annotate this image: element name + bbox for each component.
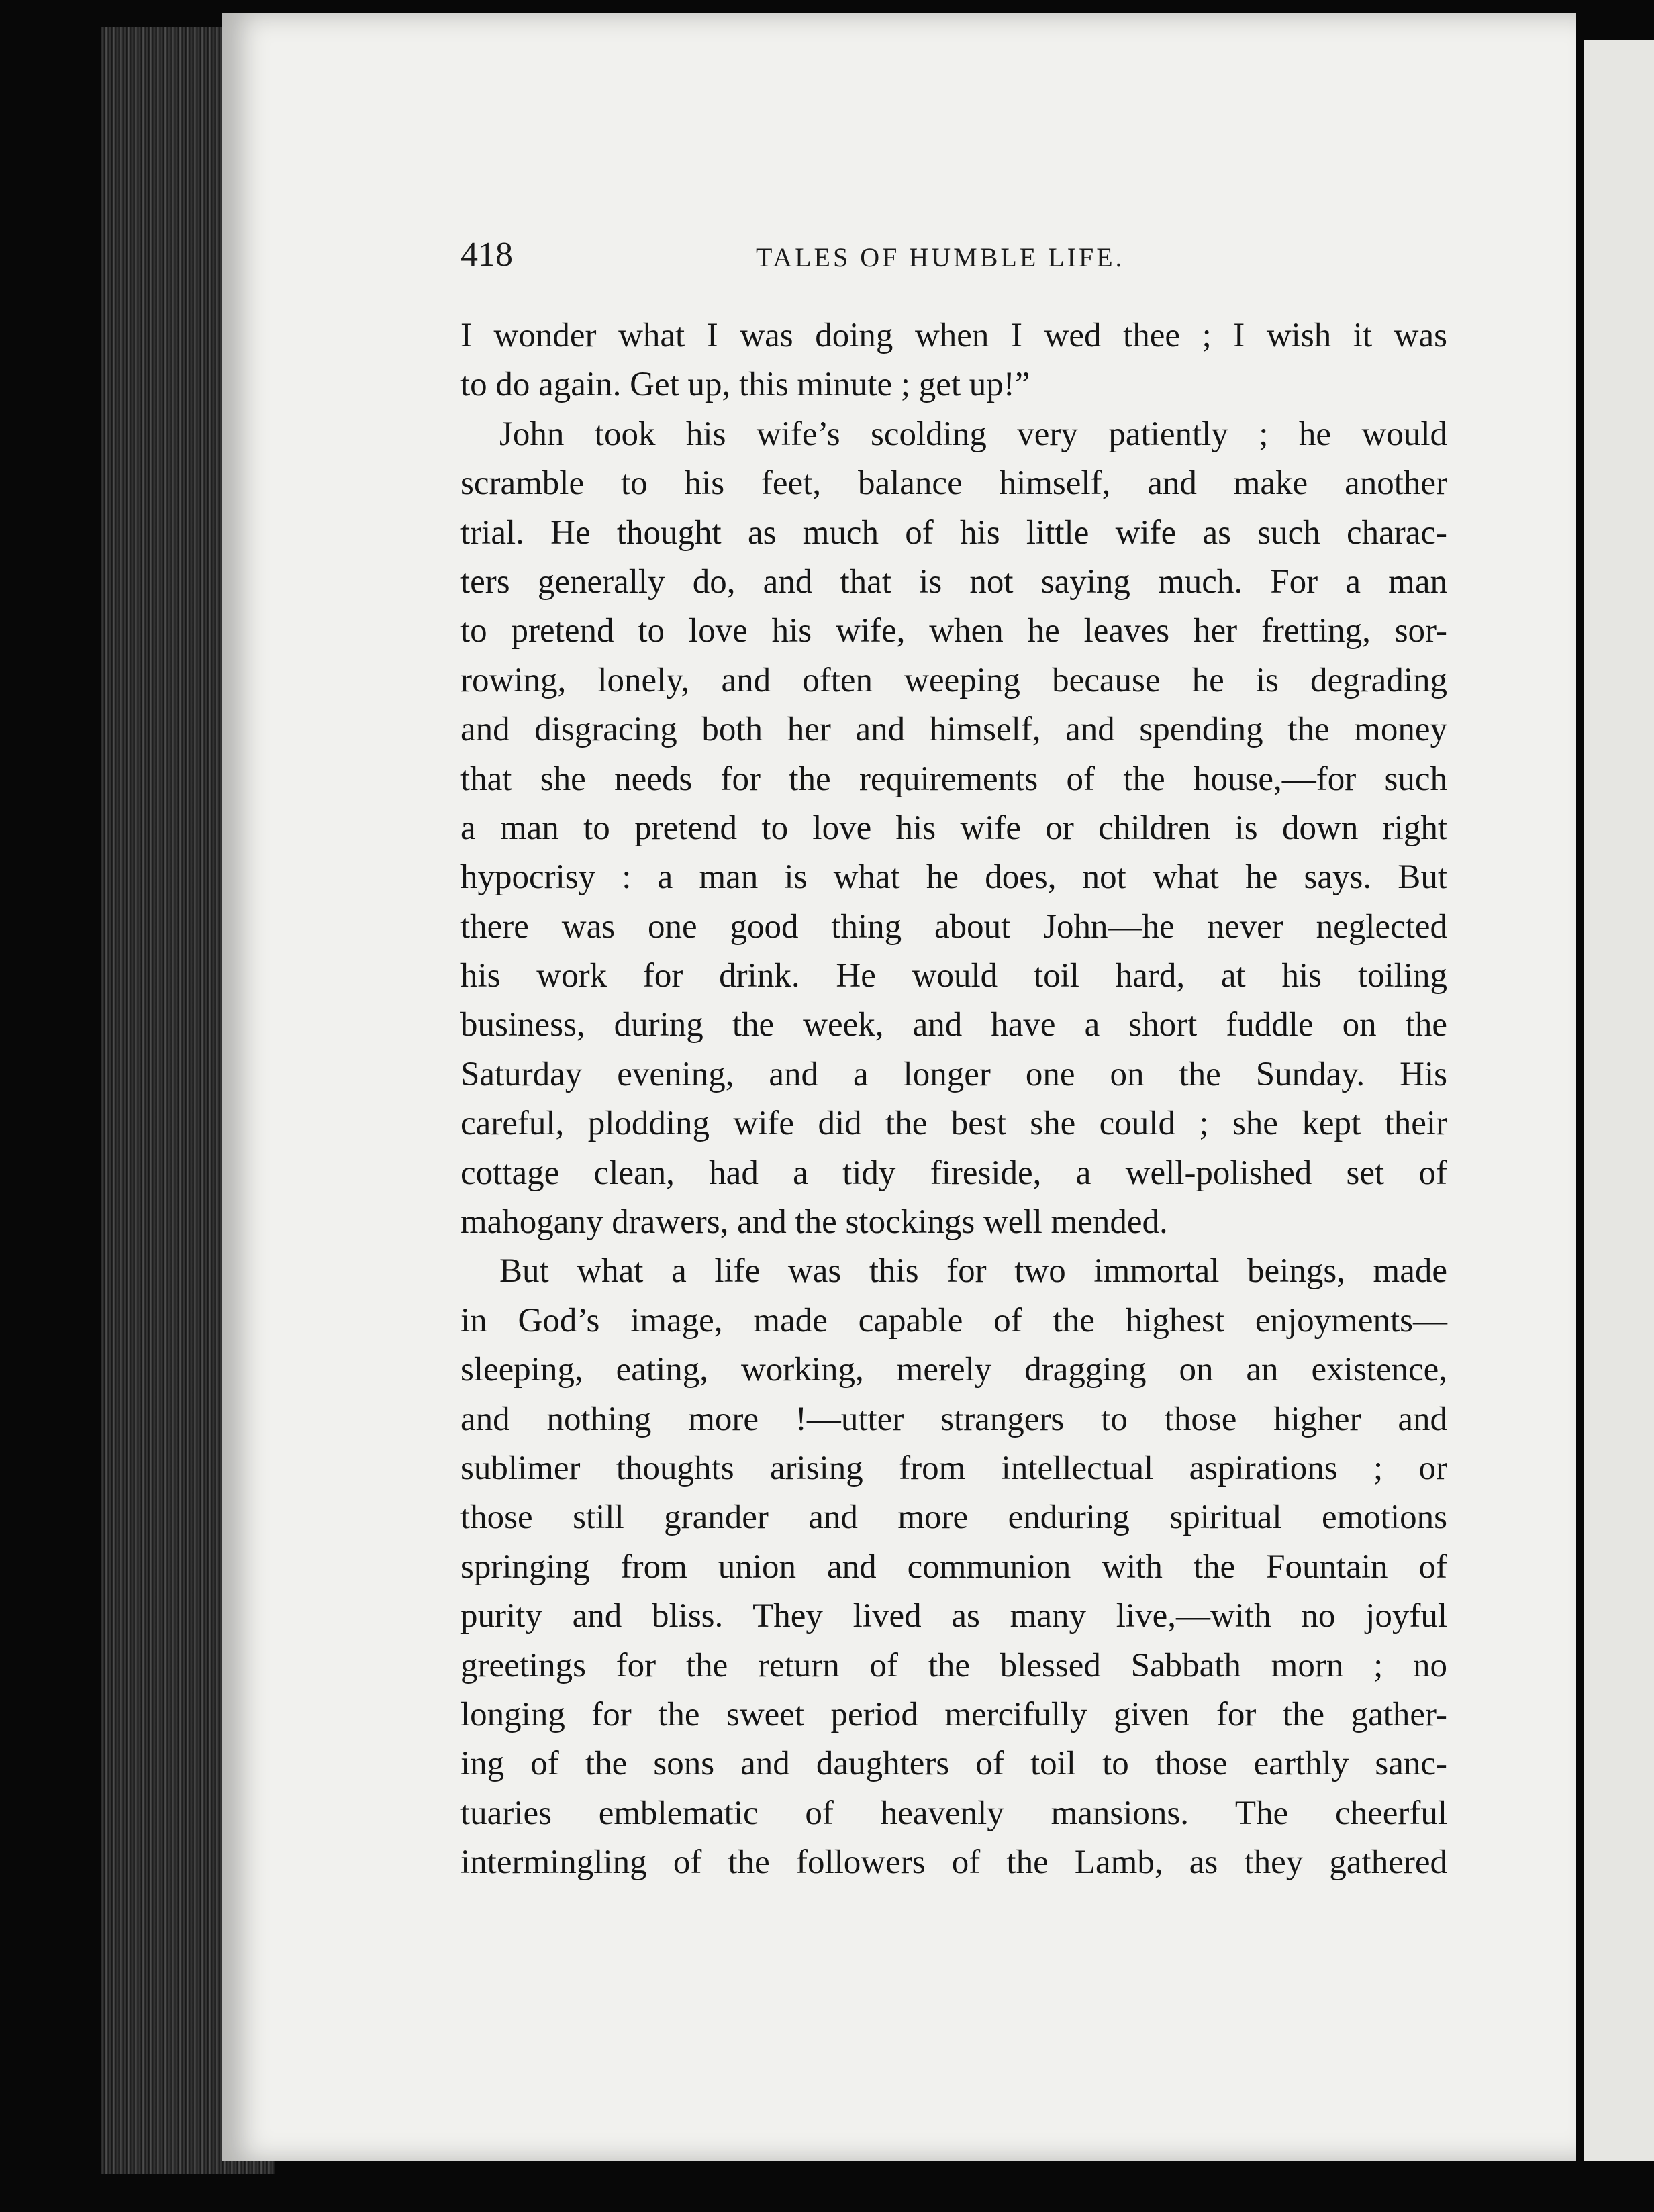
facing-page-edge — [1584, 40, 1654, 2161]
text-line: mahogany drawers, and the stockings well mended. — [460, 1203, 1168, 1242]
text-line: to do again. Get up, this minute ; get up!” — [460, 366, 1030, 404]
text-line: trial. He thought as much of his little wife as such charac- — [460, 513, 1447, 552]
text-line: rowing, lonely, and often weeping because he is degrading — [460, 661, 1447, 699]
text-line: hypocrisy : a man is what he does, not what he says. But — [460, 858, 1447, 897]
text-line: and nothing more !—utter strangers to those higher and — [460, 1400, 1447, 1438]
text-line: intermingling of the followers of the Lamb, as they gathered — [460, 1844, 1447, 1882]
running-head: TALES OF HUMBLE LIFE. — [756, 242, 1125, 272]
text-line: Saturday evening, and a longer one on the Sunday. His — [460, 1055, 1447, 1093]
text-line: But what a life was this for two immortal beings, made — [499, 1252, 1447, 1291]
text-line: and disgracing both her and himself, and spending the money — [460, 711, 1447, 749]
text-line: purity and bliss. They lived as many live,—with no joyful — [460, 1597, 1447, 1636]
text-line: to pretend to love his wife, when he leaves her fretting, sor- — [460, 612, 1447, 650]
text-line: ing of the sons and daughters of toil to those earthly sanc- — [460, 1745, 1447, 1783]
text-line: scramble to his feet, balance himself, and make another — [460, 464, 1447, 503]
text-line: ters generally do, and that is not saying much. For a man — [460, 562, 1447, 601]
text-line: tuaries emblematic of heavenly mansions. The cheerful — [460, 1794, 1447, 1832]
text-line: that she needs for the requirements of the house,—for such — [460, 760, 1447, 798]
text-line: in God’s image, made capable of the highest enjoyments— — [460, 1301, 1447, 1340]
text-line: cottage clean, had a tidy fireside, a well-polished set of — [460, 1154, 1447, 1192]
text-line: greetings for the return of the blessed Sabbath morn ; no — [460, 1646, 1447, 1685]
text-line: I wonder what I was doing when I wed thee ; I wish it was — [460, 317, 1447, 354]
text-line: sublimer thoughts arising from intellectual aspirations ; or — [460, 1449, 1447, 1487]
text-line: a man to pretend to love his wife or children is down right — [460, 809, 1447, 847]
text-line: springing from union and communion with the Fountain of — [460, 1548, 1447, 1586]
text-line: careful, plodding wife did the best she could ; she kept their — [460, 1105, 1447, 1143]
page-number: 418 — [460, 236, 513, 274]
text-line: there was one good thing about John—he never neglected — [460, 907, 1447, 946]
text-line: business, during the week, and have a short fuddle on the — [460, 1006, 1447, 1044]
body-text — [460, 311, 1447, 1888]
text-line: his work for drink. He would toil hard, at his toiling — [460, 957, 1447, 995]
text-line: longing for the sweet period mercifully given for the gather- — [460, 1695, 1447, 1733]
text-line: John took his wife’s scolding very patiently ; he would — [499, 415, 1447, 453]
text-line: those still grander and more enduring spiritual emotions — [460, 1499, 1447, 1537]
text-line: sleeping, eating, working, merely dragging on an existence, — [460, 1351, 1447, 1389]
page-header — [460, 235, 1447, 275]
